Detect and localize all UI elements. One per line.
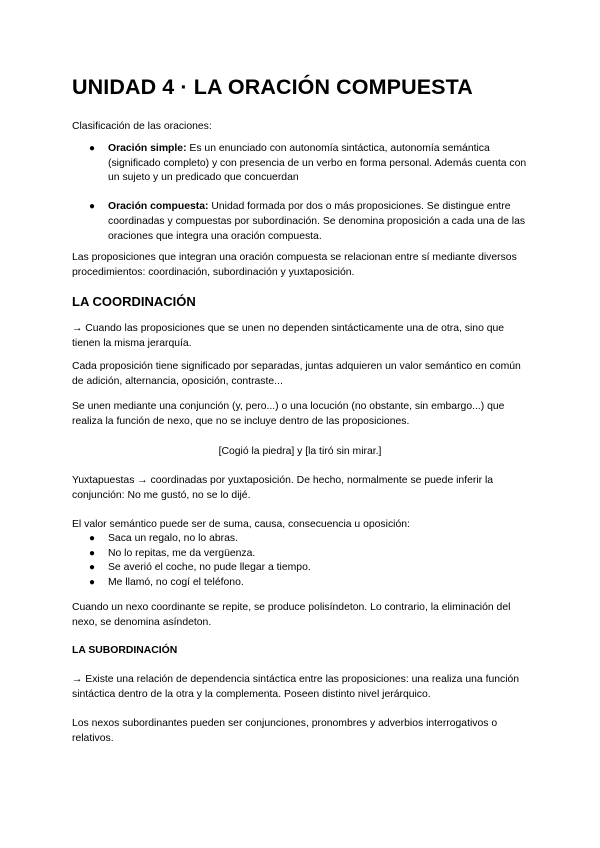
bullet-icon: ● [89, 547, 96, 559]
classification-list [72, 142, 528, 244]
bullet-icon: ● [89, 533, 96, 544]
polysyndeton-paragraph: Cuando un nexo coordinante se repite, se produce polisíndeton. Lo contrario, la eliminación del nexo, se denomina asíndeton. [72, 602, 511, 628]
list-item: ● Me llamó, no cogí el teléfono. [72, 576, 528, 591]
subordination-definition: → Existe una relación de dependencia sintáctica entre las proposiciones: una realiza una función sintáctica dentro de la otra y la complementa. Poseen distinto nivel jerárquico. [72, 674, 520, 700]
coordination-nexus: Se unen mediante una conjunción (y, pero...) o una locución (no obstante, sin embargo...) que realiza la función de nexo, que no se incluye dentro de las proposiciones. [72, 401, 505, 427]
term-definition: Es un enunciado con autonomía sintáctica, autonomía semántica (significado completo) y con presencia de un verbo en forma personal. Además cuenta con un sujeto y un predicado que concuerdan [108, 143, 527, 184]
term-label: Oración compuesta: [108, 201, 209, 213]
coordination-example: [Cogió la piedra] y [la tiró sin mirar.] [218, 446, 382, 457]
bullet-icon: ● [89, 201, 96, 213]
bullet-icon: ● [89, 143, 96, 154]
coordination-meaning: Cada proposición tiene significado por separadas, juntas adquieren un valor semántico en común de adición, alternancia, oposición, contraste... [72, 361, 521, 387]
term-label: Oración simple: [108, 143, 187, 154]
page-title: UNIDAD 4 · LA ORACIÓN COMPUESTA [72, 75, 473, 99]
bullet-icon: ● [89, 562, 96, 574]
list-item [72, 200, 528, 244]
section-heading-subordination: LA SUBORDINACIÓN [72, 645, 178, 656]
list-item [72, 142, 528, 186]
examples-list [72, 532, 528, 591]
subordinating-nexus-paragraph: Los nexos subordinantes pueden ser conjunciones, pronombres y adverbios interrogativos o relativos. [72, 718, 498, 744]
list-item: ● Se averió el coche, no pude llegar a tiempo. [72, 561, 528, 576]
coordination-definition: → Cuando las proposiciones que se unen no dependen sintácticamente una de otra, sino que tienen la misma jerarquía. [72, 323, 505, 349]
term-definition: Unidad formada por dos o más proposiciones. Se distingue entre coordinadas y compuestas por subordinación. Se denomina proposición a cada una de las oraciones que integra una oración compuesta. [108, 201, 526, 242]
juxtaposition-paragraph: Yuxtapuestas → coordinadas por yuxtaposición. De hecho, normalmente se puede inferir la conjunción: No me gustó, no se lo dijé. [72, 475, 494, 501]
bullet-icon: ● [89, 577, 96, 589]
section-heading-coordination: LA COORDINACIÓN [72, 294, 196, 309]
list-item: ● No lo repitas, me da vergüenza. [72, 547, 528, 562]
semantic-value-paragraph: El valor semántico puede ser de suma, causa, consecuencia u oposición: [72, 519, 410, 530]
intro-paragraph: Clasificación de las oraciones: [72, 121, 212, 132]
list-item: ● Saca un regalo, no lo abras. [72, 532, 528, 547]
relation-paragraph: Las proposiciones que integran una oración compuesta se relacionan entre sí mediante diversos procedimientos: coordinación, subordinación y yuxtaposición. [72, 252, 517, 278]
